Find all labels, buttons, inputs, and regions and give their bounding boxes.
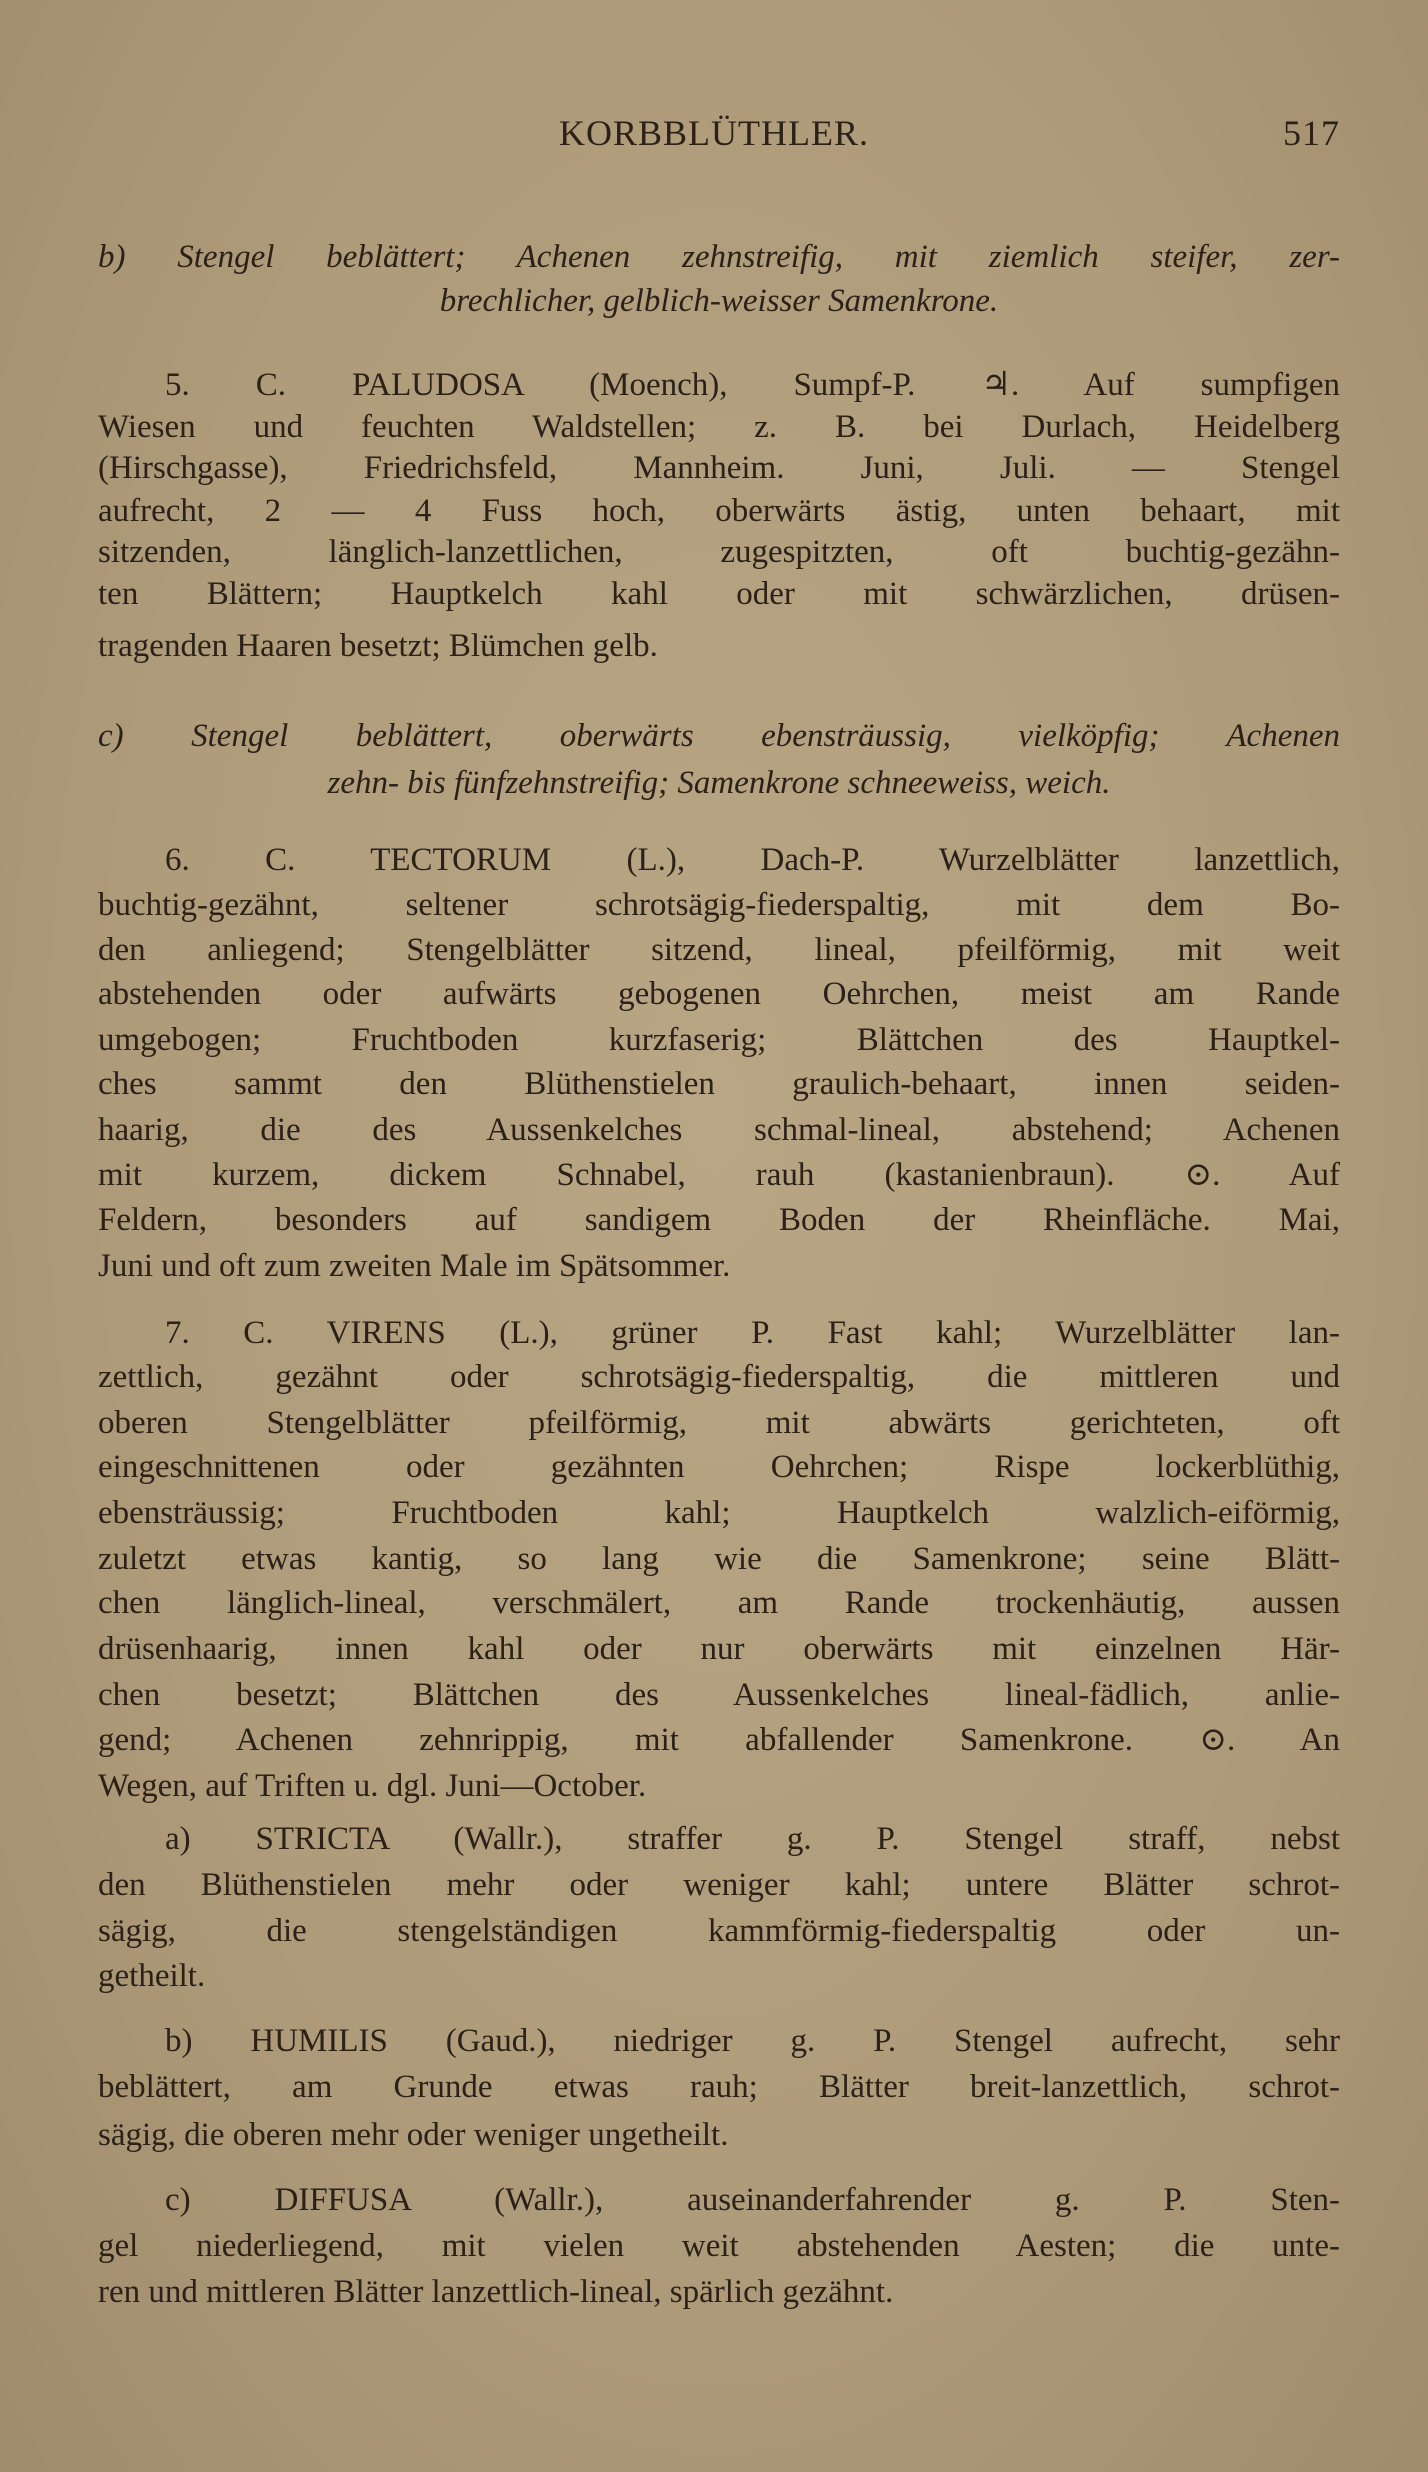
text-line: Wegen, auf Triften u. dgl. Juni—October. xyxy=(98,1768,647,1804)
text-line: c) DIFFUSA (Wallr.), auseinanderfahrender g. P. Sten- xyxy=(165,2182,1340,2218)
text-line: ten Blättern; Hauptkelch kahl oder mit schwärzlichen, drüsen- xyxy=(98,576,1340,612)
text-line: zettlich, gezähnt oder schrotsägig-fiederspaltig, die mittleren und xyxy=(98,1359,1340,1395)
text-line: drüsenhaarig, innen kahl oder nur oberwärts mit einzelnen Här- xyxy=(98,1631,1340,1667)
text-line: b) HUMILIS (Gaud.), niedriger g. P. Stengel aufrecht, sehr xyxy=(165,2023,1340,2059)
text-line: tragenden Haaren besetzt; Blümchen gelb. xyxy=(98,628,658,664)
text-line: ches sammt den Blüthenstielen graulich-behaart, innen seiden- xyxy=(98,1066,1340,1102)
text-line: a) STRICTA (Wallr.), straffer g. P. Stengel straff, nebst xyxy=(165,1821,1340,1857)
running-head: KORBBLÜTHLER. xyxy=(559,113,869,153)
text-line: ebensträussig; Fruchtboden kahl; Hauptkelch walzlich-eiförmig, xyxy=(98,1495,1340,1531)
text-line: b) Stengel beblättert; Achenen zehnstreifig, mit ziemlich steifer, zer- xyxy=(98,239,1340,275)
text-line: abstehenden oder aufwärts gebogenen Oehrchen, meist am Rande xyxy=(98,976,1340,1012)
text-line: getheilt. xyxy=(98,1958,206,1994)
text-line: sitzenden, länglich-lanzettlichen, zugespitzten, oft buchtig-gezähn- xyxy=(98,534,1340,570)
text-line: chen besetzt; Blättchen des Aussenkelches lineal-fädlich, anlie- xyxy=(98,1677,1340,1713)
text-line: sägig, die oberen mehr oder weniger ungetheilt. xyxy=(98,2117,729,2153)
text-line: c) Stengel beblättert, oberwärts ebensträussig, vielköpfig; Achenen xyxy=(98,718,1340,754)
text-line: den Blüthenstielen mehr oder weniger kahl; untere Blätter schrot- xyxy=(98,1867,1340,1903)
text-line: chen länglich-lineal, verschmälert, am Rande trockenhäutig, aussen xyxy=(98,1585,1340,1621)
text-line: den anliegend; Stengelblätter sitzend, lineal, pfeilförmig, mit weit xyxy=(98,932,1340,968)
text-line: zuletzt etwas kantig, so lang wie die Samenkrone; seine Blätt- xyxy=(98,1541,1340,1577)
text-line: (Hirschgasse), Friedrichsfeld, Mannheim. Juni, Juli. — Stengel xyxy=(98,450,1340,486)
text-line: oberen Stengelblätter pfeilförmig, mit abwärts gerichteten, oft xyxy=(98,1405,1340,1441)
text-line: 5. C. PALUDOSA (Moench), Sumpf-P. ♃. Auf sumpfigen xyxy=(165,367,1340,403)
text-line: sägig, die stengelständigen kammförmig-fiederspaltig oder un- xyxy=(98,1913,1340,1949)
text-line: Feldern, besonders auf sandigem Boden der Rheinfläche. Mai, xyxy=(98,1202,1340,1238)
text-line: zehn- bis fünfzehnstreifig; Samenkrone schneeweiss, weich. xyxy=(327,765,1111,801)
text-line: gend; Achenen zehnrippig, mit abfallender Samenkrone. ⊙. An xyxy=(98,1722,1340,1758)
text-line: brechlicher, gelblich-weisser Samenkrone. xyxy=(439,283,999,319)
text-line: 7. C. VIRENS (L.), grüner P. Fast kahl; Wurzelblätter lan- xyxy=(165,1315,1340,1351)
text-line: beblättert, am Grunde etwas rauh; Blätter breit-lanzettlich, schrot- xyxy=(98,2069,1340,2105)
text-line: buchtig-gezähnt, seltener schrotsägig-fiederspaltig, mit dem Bo- xyxy=(98,887,1340,923)
text-line: ren und mittleren Blätter lanzettlich-lineal, spärlich gezähnt. xyxy=(98,2274,894,2310)
text-line: aufrecht, 2 — 4 Fuss hoch, oberwärts ästig, unten behaart, mit xyxy=(98,493,1340,529)
text-line: Wiesen und feuchten Waldstellen; z. B. bei Durlach, Heidelberg xyxy=(98,409,1340,445)
page-number: 517 xyxy=(1283,113,1340,153)
text-line: umgebogen; Fruchtboden kurzfaserig; Blättchen des Hauptkel- xyxy=(98,1022,1340,1058)
text-line: 6. C. TECTORUM (L.), Dach-P. Wurzelblätter lanzettlich, xyxy=(165,842,1340,878)
text-line: haarig, die des Aussenkelches schmal-lineal, abstehend; Achenen xyxy=(98,1112,1340,1148)
text-line: eingeschnittenen oder gezähnten Oehrchen; Rispe lockerblüthig, xyxy=(98,1449,1340,1485)
text-line: Juni und oft zum zweiten Male im Spätsommer. xyxy=(98,1248,731,1284)
text-line: gel niederliegend, mit vielen weit abstehenden Aesten; die unte- xyxy=(98,2228,1340,2264)
text-line: mit kurzem, dickem Schnabel, rauh (kastanienbraun). ⊙. Auf xyxy=(98,1157,1340,1193)
